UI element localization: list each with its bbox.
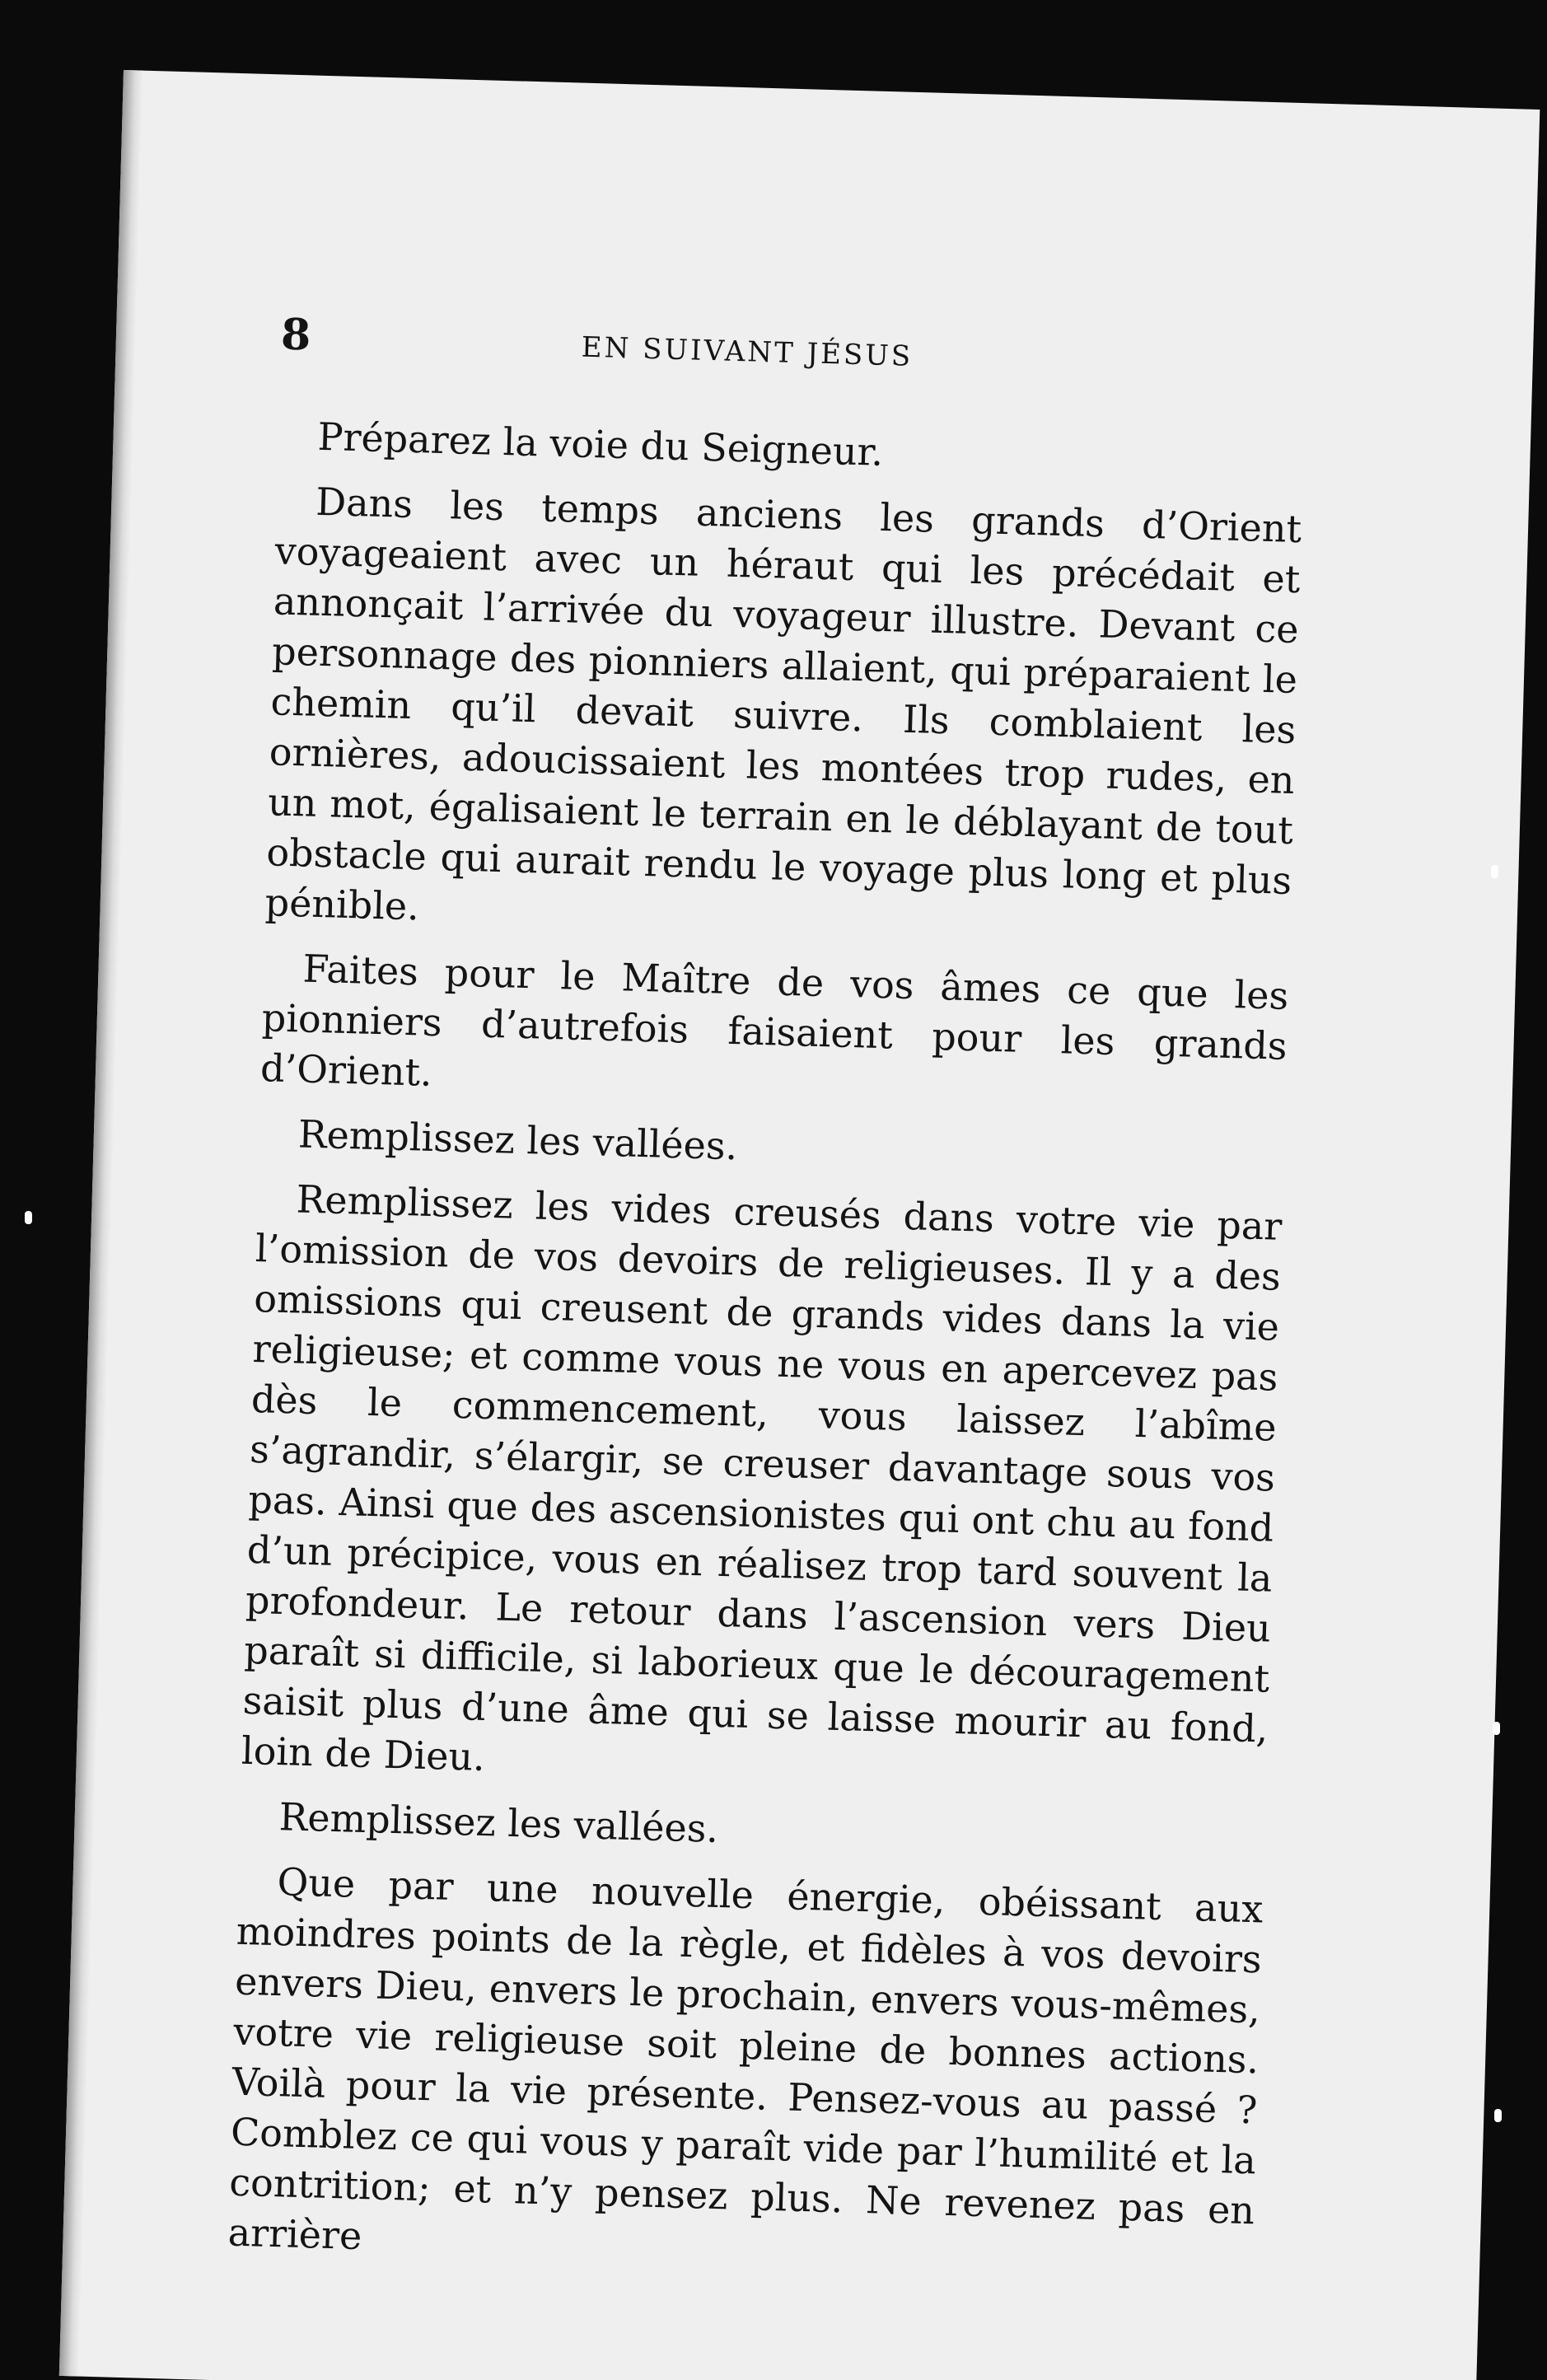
book-page bbox=[59, 70, 1540, 2380]
paragraph-exhortation: Faites pour le Maître de vos âmes ce que les pionniers d’autrefois faisaient pour les grands d’Orient. bbox=[259, 946, 1289, 1095]
running-head bbox=[279, 309, 1306, 416]
paragraph-orient-pioneers: Dans les temps anciens les grands d’Orient voyageaient avec un héraut qui les précédait et annonçait l’arrivée du voyageur illustre. Devant ce personnage des pionniers allaient, qui préparaient le chemin qu’il devait suivre. Ils comblaient les ornières, adoucissaient les montées trop rudes, en un mot, égalisaient le terrain en le déblayant de tout obstacle qui aurait rendu le voyage plus long et plus pénible. bbox=[264, 479, 1302, 929]
paragraph-scripture-quote-2: Remplissez les vallées. bbox=[297, 1111, 738, 1169]
paragraph-new-energy: Que par une nouvelle énergie, obéissant aux moindres points de la règle, et fidèles à vos devoirs envers Dieu, envers le prochain, envers vous-mêmes, votre vie religieuse soit pleine de bonnes actions. Voilà pour la vie présente. Pensez-vous au passé ? Comblez ce qui vous y paraît vide par l’humilité et la contrition; et n’y pensez plus. Ne revenez pas en arrière bbox=[227, 1859, 1264, 2259]
page-number: 8 bbox=[280, 309, 312, 361]
page-gutter-shadow bbox=[59, 70, 143, 2377]
paragraph-scripture-quote-3: Remplissez les vallées. bbox=[278, 1794, 719, 1851]
body-text bbox=[227, 410, 1304, 2286]
running-head-title: EN SUIVANT JÉSUS bbox=[581, 330, 914, 373]
margin-mark bbox=[25, 1211, 32, 1224]
margin-mark bbox=[1493, 1722, 1500, 1735]
paragraph-omissions: Remplissez les vides creusés dans votre vie par l’omission de vos devoirs de religieuses. Il y a des omissions qui creusent de grands vides dans la vie religieuse; et comme vous ne vous en apercevez pas dès le commencement, vous laissez l’abîme s’agrandir, s’élargir, se creuser davantage sous vos pas. Ainsi que des ascensionistes qui ont chu au fond d’un précipice, vous en réalisez trop tard souvent la profondeur. Le retour dans l’ascension vers Dieu paraît si difficile, si laborieux que le découragement saisit plus d’une âme qui se laisse mourir au fond, loin de Dieu. bbox=[241, 1176, 1283, 1780]
margin-mark bbox=[1491, 865, 1498, 878]
margin-mark bbox=[1494, 2109, 1502, 2122]
paragraph-scripture-quote-1: Préparez la voie du Seigneur. bbox=[316, 414, 884, 475]
page-content bbox=[227, 309, 1306, 2301]
